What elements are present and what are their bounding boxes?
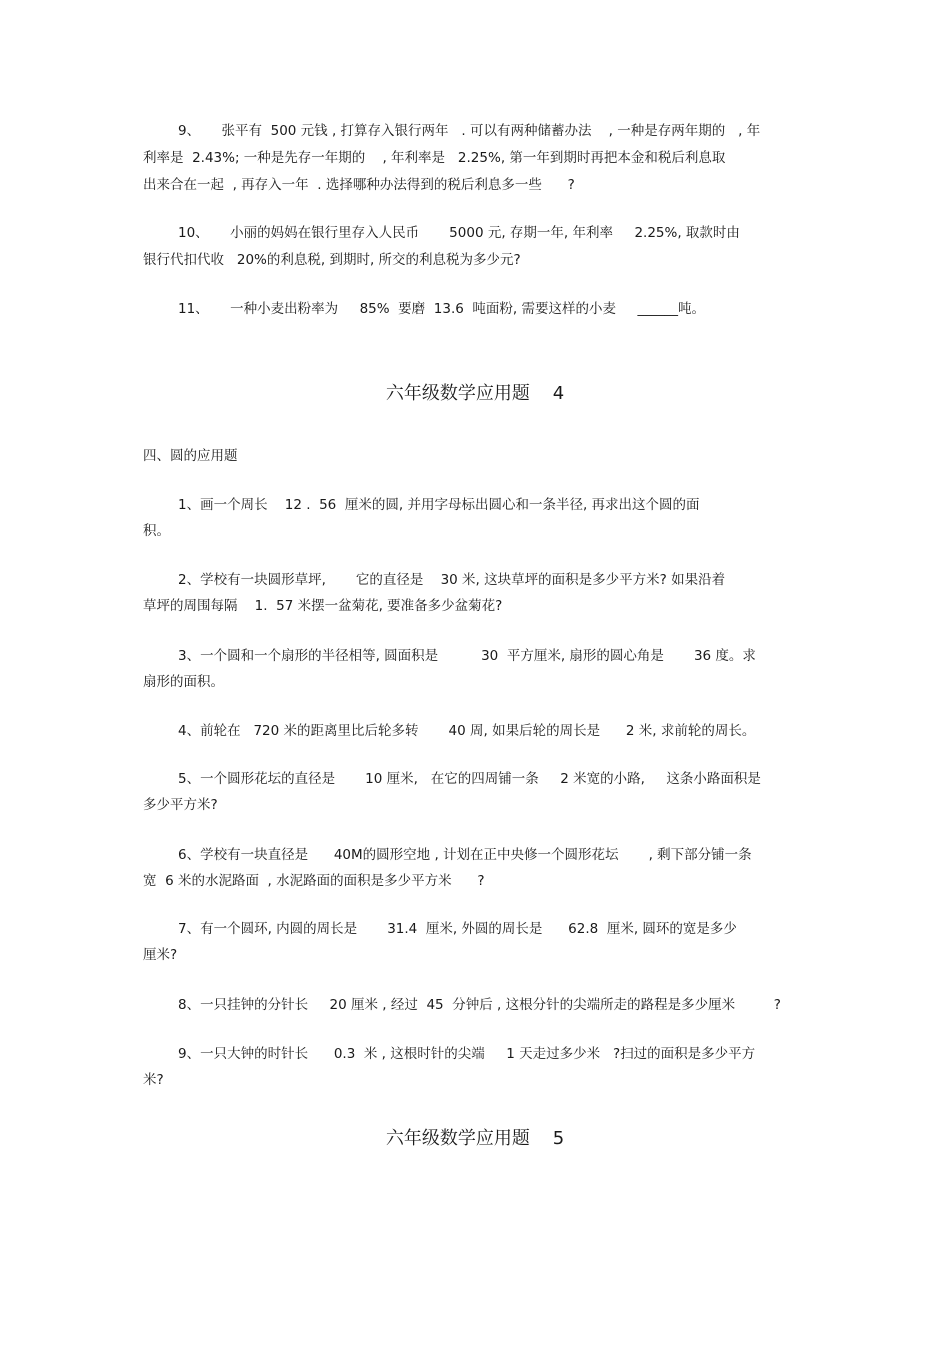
circle-question-3-line-1: 3、一个圆和一个扇形的半径相等, 圆面积是 30 平方厘米, 扇形的圆心角是 36 度。求 (178, 648, 756, 664)
circle-question-8-line-1: 8、一只挂钟的分针长 20 厘米 , 经过 45 分钟后 , 这根分针的尖端所走的路程是多少厘米 ? (178, 997, 781, 1013)
question-10-line-2: 银行代扣代收 20%的利息税, 到期时, 所交的利息税为多少元? (143, 252, 521, 268)
circle-question-4-line-1: 4、前轮在 720 米的距离里比后轮多转 40 周, 如果后轮的周长是 2 米, 求前轮的周长。 (178, 723, 756, 739)
section-4-heading: 四、圆的应用题 (143, 448, 238, 464)
circle-question-1-line-2: 积。 (143, 523, 170, 539)
question-11-line-1: 11、 一种小麦出粉率为 85% 要磨 13.6 吨面粉, 需要这样的小麦 ______吨。 (178, 301, 705, 317)
circle-question-6-line-1: 6、学校有一块直径是 40M的圆形空地 , 计划在正中央修一个圆形花坛 , 剩下部分铺一条 (178, 847, 752, 863)
question-9-line-1: 9、 张平有 500 元钱 , 打算存入银行两年 . 可以有两种储蓄办法 , 一种是存两年期的 , 年 (178, 123, 761, 139)
circle-question-6-line-2: 宽 6 米的水泥路面 , 水泥路面的面积是多少平方米 ? (143, 873, 485, 889)
circle-question-9-line-2: 米? (143, 1072, 164, 1088)
circle-question-5-line-1: 5、一个圆形花坛的直径是 10 厘米, 在它的四周铺一条 2 米宽的小路, 这条小路面积是 (178, 771, 761, 787)
question-10-line-1: 10、 小丽的妈妈在银行里存入人民币 5000 元, 存期一年, 年利率 2.25%, 取款时由 (178, 225, 740, 241)
question-9-line-3: 出来合在一起 , 再存入一年 . 选择哪种办法得到的税后利息多一些 ? (143, 177, 575, 193)
section-4-title: 六年级数学应用题 4 (385, 383, 565, 404)
circle-question-7-line-2: 厘米? (143, 947, 178, 963)
circle-question-2-line-2: 草坪的周围每隔 1. 57 米摆一盆菊花, 要准备多少盆菊花? (143, 598, 503, 614)
circle-question-2-line-1: 2、学校有一块圆形草坪, 它的直径是 30 米, 这块草坪的面积是多少平方米? 如果沿着 (178, 572, 726, 588)
circle-question-7-line-1: 7、有一个圆环, 内圆的周长是 31.4 厘米, 外圆的周长是 62.8 厘米, 圆环的宽是多少 (178, 921, 737, 937)
question-9-line-2: 利率是 2.43%; 一种是先存一年期的 , 年利率是 2.25%, 第一年到期时再把本金和税后利息取 (143, 150, 726, 166)
circle-question-9-line-1: 9、一只大钟的时针长 0.3 米 , 这根时针的尖端 1 天走过多少米 ?扫过的面积是多少平方 (178, 1046, 756, 1062)
circle-question-5-line-2: 多少平方米? (143, 797, 218, 813)
circle-question-1-line-1: 1、画一个周长 12 . 56 厘米的圆, 并用字母标出圆心和一条半径, 再求出这个圆的面 (178, 497, 700, 513)
section-5-title: 六年级数学应用题 5 (385, 1128, 565, 1149)
circle-question-3-line-2: 扇形的面积。 (143, 674, 224, 690)
